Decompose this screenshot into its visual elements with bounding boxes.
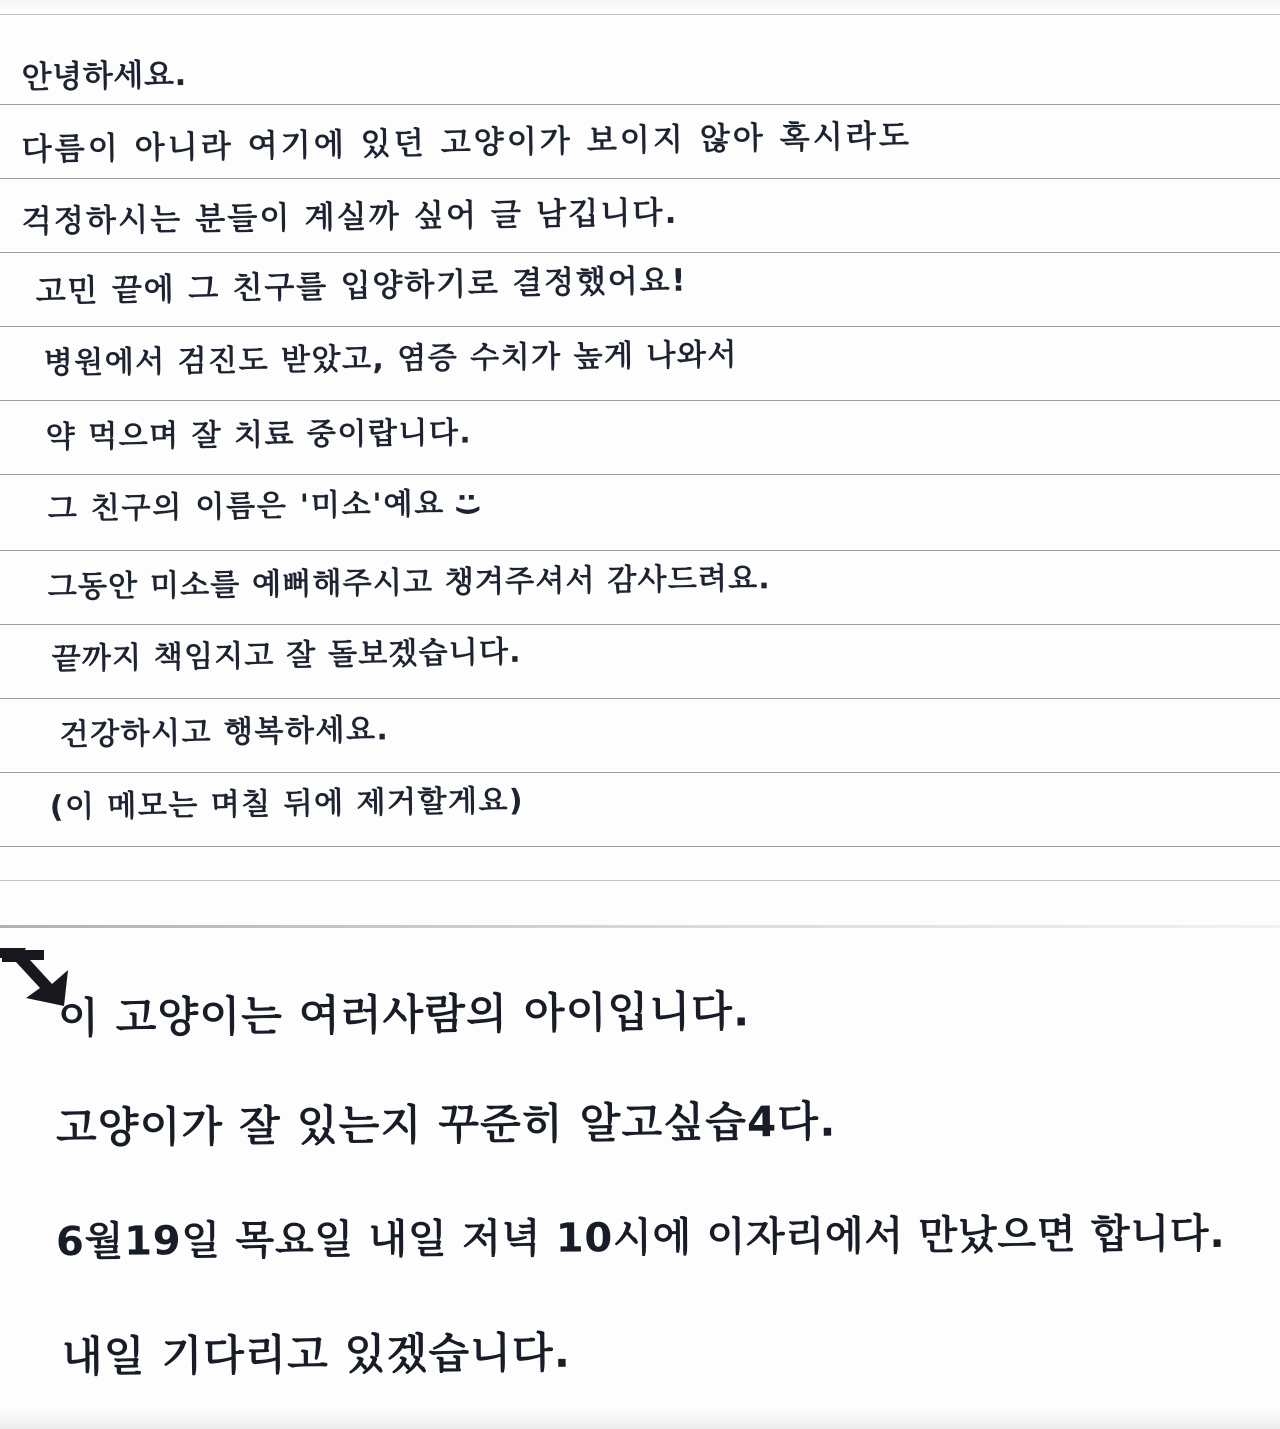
note-line-with-emoticon (47, 478, 484, 528)
paper-top-edge (0, 0, 1280, 14)
note-line-text: 그 친구의 이름은 '미소'예요 (47, 486, 446, 528)
rule-line (0, 400, 1280, 401)
rule-line (0, 252, 1280, 253)
lower-note (0, 930, 1280, 1429)
rule-line (0, 846, 1280, 847)
rule-line (0, 14, 1280, 15)
note-line: 이 고양이는 여러사람의 아이입니다. (57, 986, 751, 1043)
note-line: 다름이 아니라 여기에 있던 고양이가 보이지 않아 혹시라도 (21, 118, 913, 169)
note-line: 그동안 미소를 예뻐해주시고 챙겨주셔서 감사드려요. (47, 561, 772, 606)
smiley-face-icon: :) (452, 491, 484, 519)
note-line: 병원에서 검진도 받았고, 염증 수치가 높게 나와서 (43, 337, 739, 382)
note-line: 6월19일 목요일 내일 저녁 10시에 이자리에서 만났으면 합니다. (55, 1210, 1226, 1266)
rule-line (0, 326, 1280, 327)
paper-bottom-edge (0, 1407, 1280, 1429)
note-line: 내일 기다리고 있겠습니다. (61, 1327, 572, 1382)
note-line: (이 메모는 며칠 뒤에 제거할게요) (49, 783, 525, 826)
note-line: 고민 끝에 그 친구를 입양하기로 결정했어요! (35, 262, 688, 311)
rule-line (0, 698, 1280, 699)
rule-line (0, 880, 1280, 881)
note-line: 안녕하세요. (21, 56, 188, 97)
note-line: 끝까지 책임지고 잘 돌보겠습니다. (51, 634, 522, 678)
rule-line (0, 104, 1280, 105)
rule-line (0, 624, 1280, 625)
rule-line (0, 550, 1280, 551)
note-line: 걱정하시는 분들이 계실까 싶어 글 남깁니다. (21, 194, 679, 241)
note-line: 건강하시고 행복하세요. (59, 712, 390, 754)
note-line: 약 먹으며 잘 치료 중이랍니다. (45, 415, 473, 456)
rule-line (0, 178, 1280, 179)
rule-line (0, 474, 1280, 475)
paper-fold-divider (0, 925, 1280, 928)
note-line: 고양이가 잘 있는지 꾸준히 알고싶습4다. (55, 1096, 837, 1153)
rule-line (0, 772, 1280, 773)
